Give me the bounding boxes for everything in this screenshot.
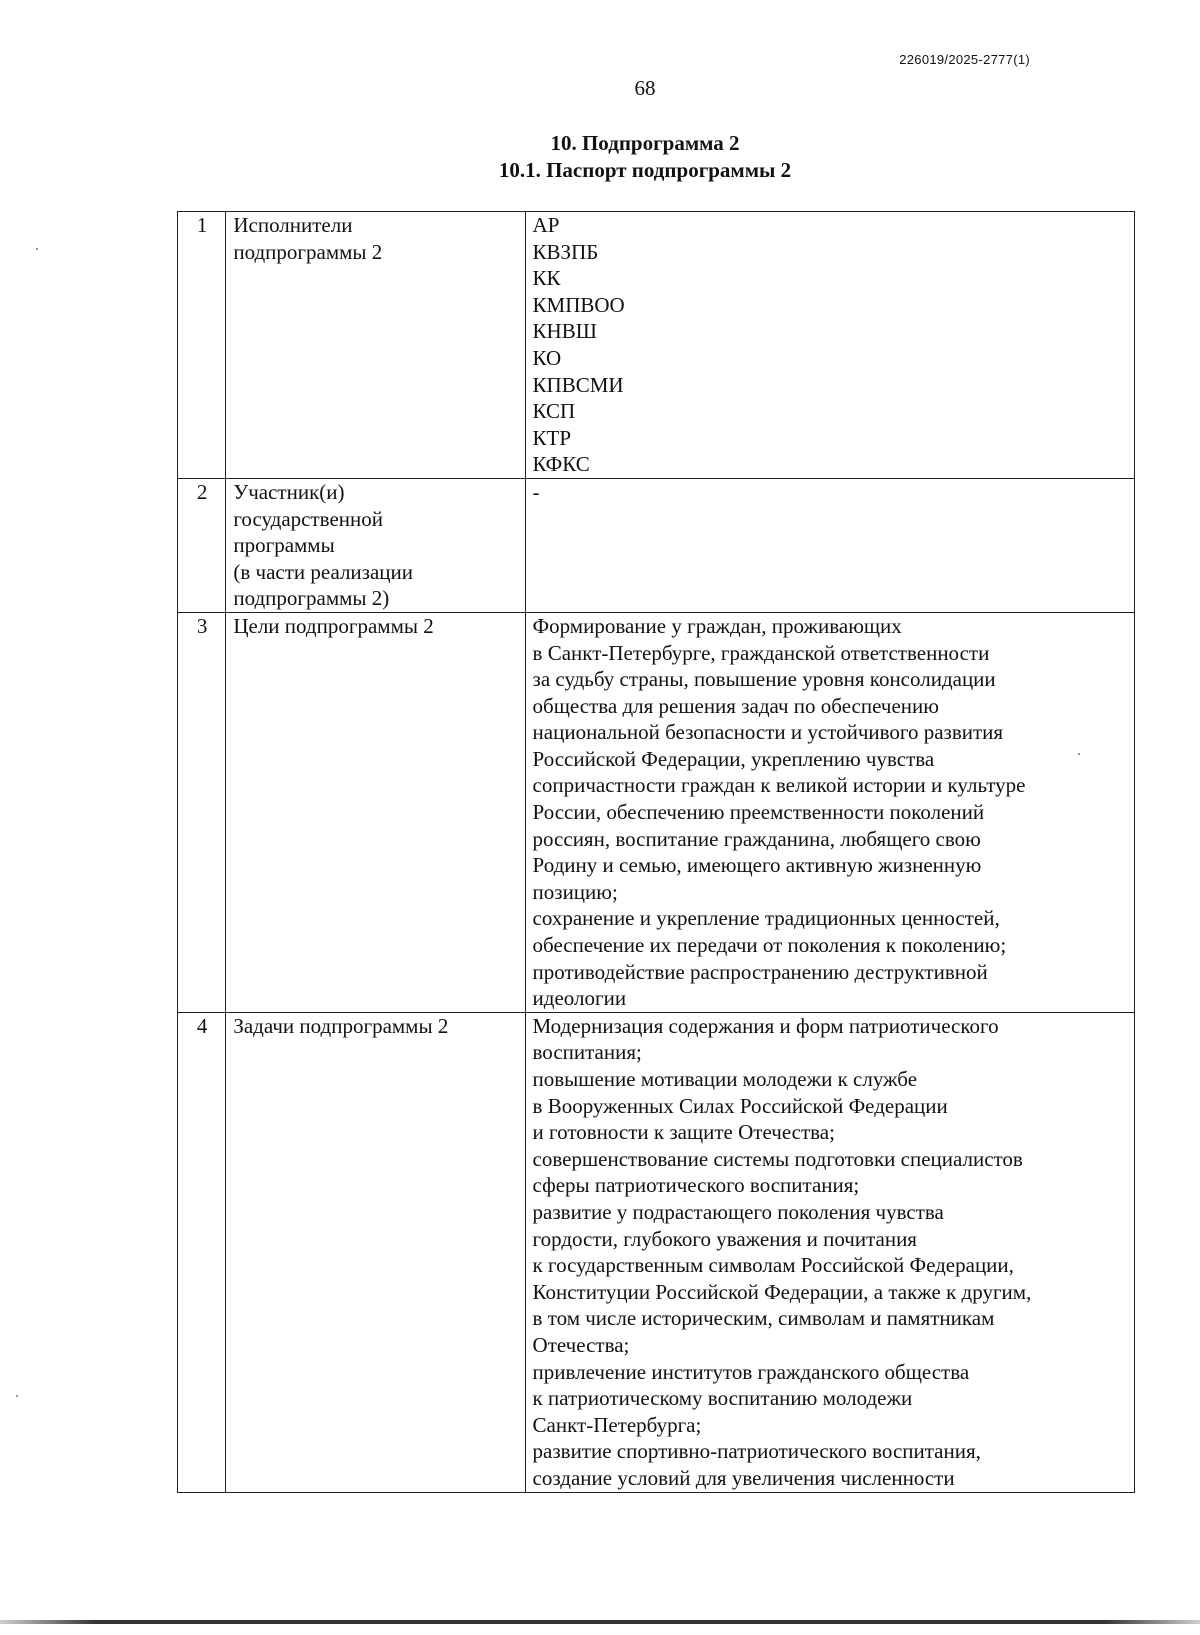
row-label: [226, 612, 525, 1012]
row-value-line: КТР: [532, 425, 572, 450]
row-value-line: КФКС: [532, 452, 590, 477]
row-value-line: Отечества;: [532, 1332, 630, 1357]
row-value-line: воспитания;: [532, 1040, 642, 1065]
page-number: 68: [634, 76, 656, 100]
row-label-line: программы: [233, 533, 335, 558]
row-value-line: АР: [532, 213, 560, 237]
row-value-line: КНВШ: [532, 319, 597, 344]
row-value-line: совершенствование системы подготовки специалистов: [532, 1146, 1023, 1171]
row-label-line: Задачи подпрограммы 2: [233, 1013, 449, 1038]
row-value-line: сопричастности граждан к великой истории и культуре: [532, 773, 1026, 798]
row-value-line: КО: [532, 345, 562, 370]
row-value-line: сохранение и укрепление традиционных ценностей,: [532, 906, 1000, 931]
row-value-line: КК: [532, 266, 561, 291]
row-value: [525, 478, 1134, 612]
section-titles: [0, 130, 1200, 184]
row-label-line: (в части реализации: [233, 559, 414, 584]
row-label: [226, 478, 525, 612]
row-value-line: России, обеспечению преемственности поколений: [532, 800, 985, 825]
scan-speck: [16, 1395, 18, 1397]
scan-speck: [36, 248, 38, 250]
row-value-line: КВЗПБ: [532, 239, 599, 264]
row-value-line: развитие у подрастающего поколения чувства: [532, 1199, 944, 1224]
subprogram-passport-table: [177, 211, 1135, 1493]
row-value-line: Родину и семью, имеющего активную жизненную: [532, 853, 982, 878]
row-value-line: национальной безопасности и устойчивого развития: [532, 720, 1004, 745]
table-row: [178, 212, 1135, 479]
row-value-line: за судьбу страны, повышение уровня консолидации: [532, 667, 996, 692]
row-value-line: Формирование у граждан, проживающих: [532, 613, 902, 638]
row-value-line: к государственным символам Российской Федерации,: [532, 1253, 1014, 1278]
row-number: 2: [178, 478, 226, 612]
row-value-line: к патриотическому воспитанию молодежи: [532, 1386, 913, 1411]
row-value-line: КСП: [532, 399, 576, 424]
row-value-line: развитие спортивно-патриотического воспитания,: [532, 1439, 981, 1464]
row-value-line: повышение мотивации молодежи к службе: [532, 1067, 918, 1091]
table-row: [178, 1012, 1135, 1492]
row-label-line: подпрограммы 2): [233, 586, 390, 611]
row-value-line: и готовности к защите Отечества;: [532, 1120, 835, 1145]
scan-speck: [1078, 753, 1080, 755]
row-number: 4: [178, 1012, 226, 1492]
passport-table-body: [178, 212, 1135, 1493]
row-label-line: Участник(и): [233, 479, 345, 504]
row-value: [525, 1012, 1134, 1492]
row-value: [525, 612, 1134, 1012]
row-value-line: в Вооруженных Силах Российской Федерации: [532, 1093, 948, 1118]
row-value-line: идеологии: [532, 986, 627, 1011]
row-value-line: Конституции Российской Федерации, а также к другим,: [532, 1279, 1032, 1304]
row-value-line: гордости, глубокого уважения и почитания: [532, 1226, 917, 1251]
row-value-line: КМПВОО: [532, 292, 625, 317]
row-label-line: подпрограммы 2: [233, 239, 383, 264]
table-row: [178, 478, 1135, 612]
row-number: 3: [178, 612, 226, 1012]
row-value-line: в Санкт-Петербурге, гражданской ответственности: [532, 640, 990, 665]
subsection-title: 10.1. Паспорт подпрограммы 2: [498, 158, 792, 182]
row-value-line: общества для решения задач по обеспечению: [532, 693, 939, 718]
row-value-line: позицию;: [532, 879, 618, 904]
row-value-line: россиян, воспитание гражданина, любящего свою: [532, 826, 981, 851]
section-title: 10. Подпрограмма 2: [550, 131, 740, 155]
row-label: [226, 212, 525, 479]
document-registration-number: 226019/2025-2777(1): [899, 52, 1030, 67]
row-value-line: Российской Федерации, укреплению чувства: [532, 746, 935, 771]
row-label-line: государственной: [233, 506, 384, 531]
scan-edge-line: [0, 1620, 1200, 1624]
row-value-line: обеспечение их передачи от поколения к поколению;: [532, 933, 1007, 958]
row-label-line: Цели подпрограммы 2: [233, 613, 434, 638]
row-number: 1: [178, 212, 226, 479]
row-value-line: противодействие распространению деструктивной: [532, 959, 988, 984]
row-value-line: -: [532, 479, 540, 504]
row-value-line: привлечение институтов гражданского общества: [532, 1359, 970, 1384]
row-label-line: Исполнители: [233, 213, 353, 237]
row-value-line: сферы патриотического воспитания;: [532, 1173, 860, 1198]
row-label: [226, 1012, 525, 1492]
row-value-line: Модернизация содержания и форм патриотического: [532, 1013, 999, 1038]
row-value: [525, 212, 1134, 479]
row-value-line: в том числе историческим, символам и памятникам: [532, 1306, 995, 1331]
table-row: [178, 612, 1135, 1012]
row-value-line: КПВСМИ: [532, 372, 624, 397]
row-value-line: Санкт-Петербурга;: [532, 1412, 702, 1437]
row-value-line: создание условий для увеличения численности: [532, 1465, 955, 1490]
